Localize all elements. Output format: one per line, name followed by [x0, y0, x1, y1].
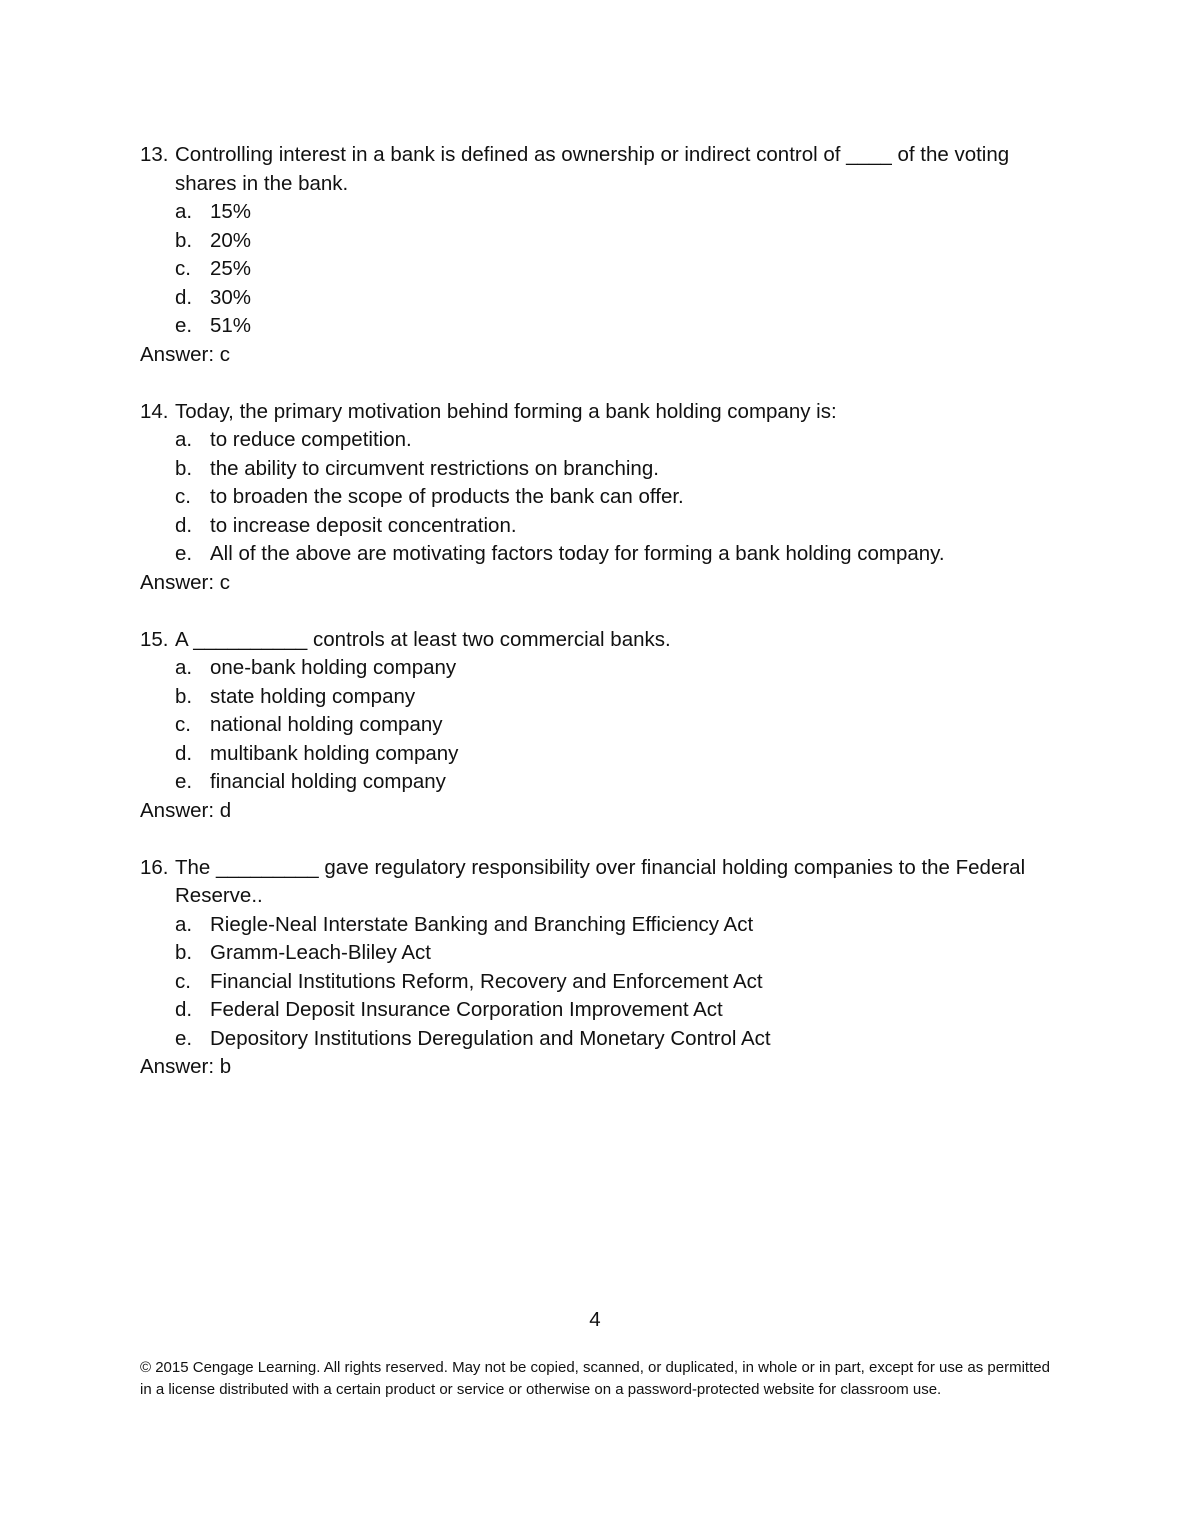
- option-d: [175, 740, 1040, 769]
- option-text: state holding company: [210, 684, 416, 708]
- option-d: [175, 284, 1040, 313]
- option-letter: a.: [175, 912, 193, 936]
- option-b: [175, 939, 1040, 968]
- question-number: 13.: [140, 143, 169, 166]
- question-text: Controlling interest in a bank is defined as ownership or indirect control of ____ of the voting shares in the bank.: [175, 143, 1010, 195]
- option-c: [175, 711, 1040, 740]
- question-stem: [140, 854, 1040, 911]
- option-letter: e.: [175, 770, 193, 793]
- answer-key: Answer: d: [140, 798, 232, 822]
- option-text: to reduce competition.: [210, 428, 412, 451]
- option-text: Gramm-Leach-Bliley Act: [210, 941, 432, 964]
- option-text: 20%: [210, 228, 252, 252]
- option-text: 30%: [210, 285, 252, 309]
- option-e: [175, 540, 1040, 569]
- question-13: [140, 141, 1040, 369]
- option-c: [175, 968, 1040, 997]
- option-e: [175, 768, 1040, 797]
- option-letter: b.: [175, 456, 193, 480]
- option-letter: d.: [175, 513, 193, 537]
- option-letter: e.: [175, 1026, 193, 1050]
- option-text: Federal Deposit Insurance Corporation Improvement Act: [210, 998, 723, 1021]
- option-letter: d.: [175, 741, 193, 765]
- copyright-footer: © 2015 Cengage Learning. All rights reserved. May not be copied, scanned, or duplicated, in whole or in part, except for use as permitted in a license distributed with a certain product or service or otherwise on a password-protected website for classroom use.: [140, 1359, 1050, 1398]
- option-text: national holding company: [210, 713, 443, 736]
- option-letter: e.: [175, 542, 193, 565]
- question-number: 14.: [140, 399, 169, 423]
- question-14: [140, 398, 1040, 598]
- option-text: to broaden the scope of products the bank can offer.: [210, 485, 684, 508]
- option-b: [175, 683, 1040, 712]
- question-number: 15.: [140, 627, 169, 651]
- option-a: [175, 426, 1040, 455]
- option-letter: b.: [175, 228, 193, 252]
- answer-key: Answer: c: [140, 342, 230, 366]
- option-b: [175, 455, 1040, 484]
- option-b: [175, 227, 1040, 256]
- option-text: Depository Institutions Deregulation and Monetary Control Act: [210, 1026, 771, 1050]
- option-letter: a.: [175, 656, 193, 679]
- option-text: Financial Institutions Reform, Recovery and Enforcement Act: [210, 969, 763, 993]
- option-text: 51%: [210, 314, 252, 337]
- option-list: [140, 654, 1040, 797]
- option-e: [175, 312, 1040, 341]
- option-text: 15%: [210, 200, 252, 223]
- option-d: [175, 512, 1040, 541]
- question-list: [140, 141, 1040, 1110]
- question-16: [140, 854, 1040, 1082]
- option-letter: a.: [175, 428, 193, 451]
- option-e: [175, 1025, 1040, 1054]
- option-letter: c.: [175, 257, 191, 280]
- option-letter: c.: [175, 485, 191, 508]
- option-c: [175, 483, 1040, 512]
- option-list: [140, 198, 1040, 341]
- option-text: Riegle-Neal Interstate Banking and Branching Efficiency Act: [210, 912, 754, 936]
- option-a: [175, 654, 1040, 683]
- option-text: financial holding company: [210, 770, 446, 793]
- option-text: the ability to circumvent restrictions on branching.: [210, 456, 659, 480]
- option-a: [175, 911, 1040, 940]
- question-stem: [140, 398, 1040, 427]
- option-c: [175, 255, 1040, 284]
- question-stem: [140, 626, 1040, 655]
- question-15: [140, 626, 1040, 826]
- option-text: All of the above are motivating factors today for forming a bank holding company.: [210, 542, 945, 565]
- question-text: A __________ controls at least two commercial banks.: [175, 627, 671, 651]
- option-letter: d.: [175, 285, 193, 309]
- option-text: multibank holding company: [210, 741, 459, 765]
- answer-key: Answer: b: [140, 1055, 232, 1078]
- option-letter: d.: [175, 998, 193, 1021]
- question-stem: [140, 141, 1040, 198]
- option-text: to increase deposit concentration.: [210, 513, 517, 537]
- option-letter: c.: [175, 969, 191, 993]
- question-text: The _________ gave regulatory responsibility over financial holding companies to the Federal Reserve..: [175, 855, 1026, 907]
- option-letter: a.: [175, 200, 193, 223]
- answer-key: Answer: c: [140, 570, 230, 594]
- option-list: [140, 426, 1040, 569]
- option-a: [175, 198, 1040, 227]
- option-d: [175, 996, 1040, 1025]
- option-text: 25%: [210, 257, 252, 280]
- question-number: 16.: [140, 855, 169, 879]
- option-text: one-bank holding company: [210, 656, 457, 679]
- page-number: 4: [589, 1308, 601, 1331]
- question-text: Today, the primary motivation behind forming a bank holding company is:: [175, 399, 837, 423]
- option-letter: c.: [175, 713, 191, 736]
- option-letter: b.: [175, 684, 193, 708]
- option-list: [140, 911, 1040, 1054]
- option-letter: b.: [175, 941, 193, 964]
- option-letter: e.: [175, 314, 193, 337]
